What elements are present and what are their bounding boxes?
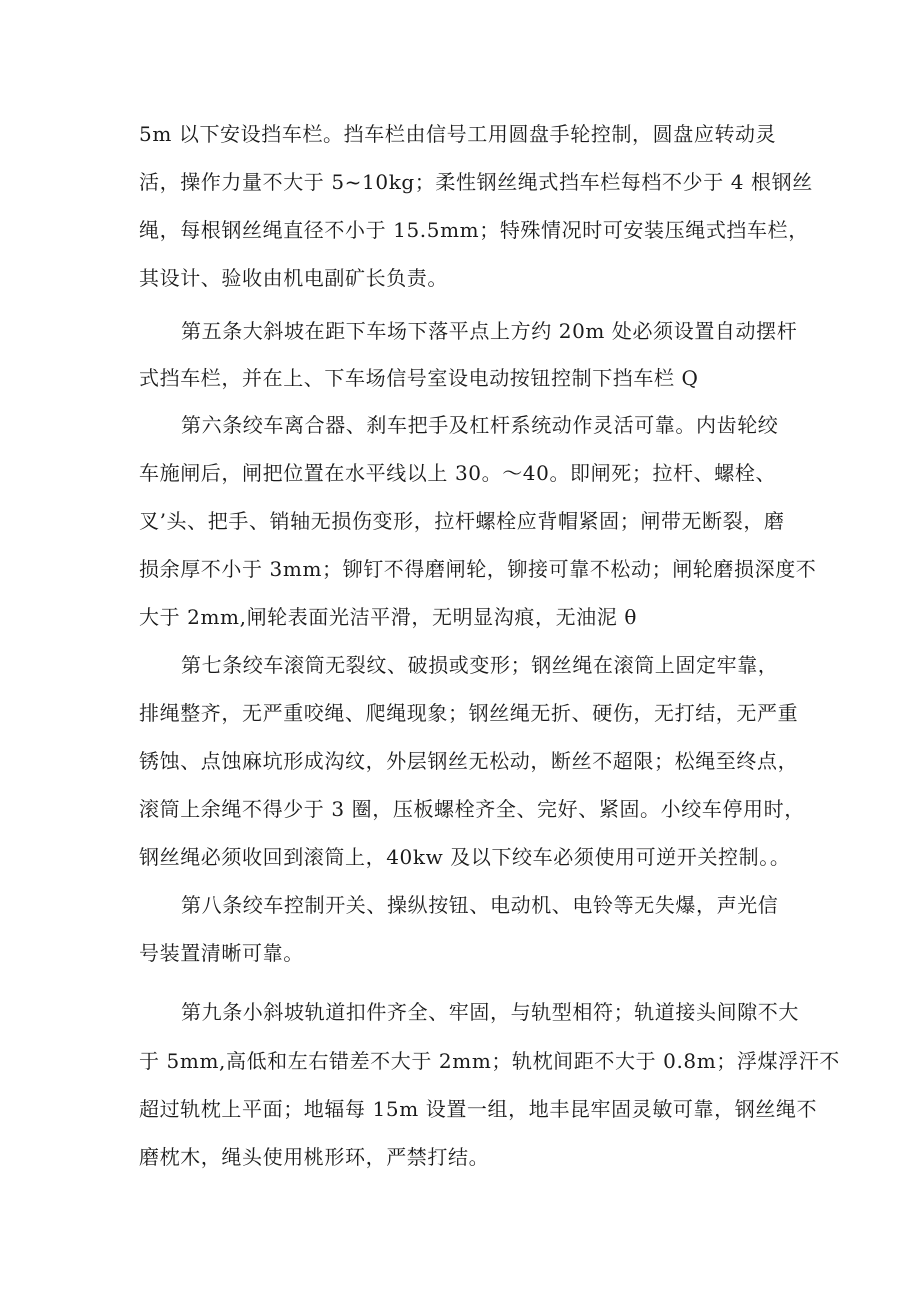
text-line: 于 5mm,高低和左右错差不大于 2mm；轨枕间距不大于 0.8m；浮煤浮汗不 (139, 1049, 840, 1073)
article-5-first-line: 第五条大斜坡在距下车场下落平点上方约 20m 处必须设置自动摆杆 (181, 319, 798, 343)
text-line: 大于 2mm,闸轮表面光洁平滑，无明显沟痕，无油泥 θ (139, 605, 637, 629)
text-line: 损余厚不小于 3mm；铆钉不得磨闸轮，铆接可靠不松动；闸轮磨损深度不 (139, 557, 817, 581)
article-7-first-line: 第七条绞车滚筒无裂纹、破损或变形；钢丝绳在滚筒上固定牢靠， (181, 653, 779, 677)
text-line: 钢丝绳必须收回到滚筒上，40kw 及以下绞车必须使用可逆开关控制。。 (139, 845, 791, 869)
text-line: 式挡车栏，并在上、下车场信号室设电动按钮控制下挡车栏 Q (139, 366, 699, 390)
text-line: 号装置清晰可靠。 (139, 941, 304, 965)
text-line: 滚筒上余绳不得少于 3 圈，压板螺栓齐全、完好、紧固。小绞车停用时， (139, 797, 805, 821)
text-line: 车施闸后，闸把位置在水平线以上 30。～40。即闸死；拉杆、螺栓、 (139, 461, 777, 485)
article-8-first-line: 第八条绞车控制开关、操纵按钮、电动机、电铃等无失爆，声光信 (181, 893, 779, 917)
text-line: 排绳整齐，无严重咬绳、爬绳现象；钢丝绳无折、硬伤，无打结，无严重 (139, 701, 799, 725)
text-line: 磨枕木，绳头使用桃形环，严禁打结。 (139, 1145, 490, 1169)
text-line: 叉’头、把手、销轴无损伤变形，拉杆螺栓应背帽紧固；闸带无断裂，磨 (139, 509, 785, 533)
text-line: 绳，每根钢丝绳直径不小于 15.5mm；特殊情况时可安装压绳式挡车栏， (139, 218, 809, 242)
text-line: 其设计、验收由机电副矿长负责。 (139, 266, 448, 290)
text-line: 超过轨枕上平面；地辐每 15m 设置一组，地丰昆牢固灵敏可靠，钢丝绳不 (139, 1097, 818, 1121)
text-line: 锈蚀、点蚀麻坑形成沟纹，外层钢丝无松动，断丝不超限；松绳至终点， (139, 749, 799, 773)
text-line: 5m 以下安设挡车栏。挡车栏由信号工用圆盘手轮控制，圆盘应转动灵 (139, 122, 777, 146)
article-6-first-line: 第六条绞车离合器、刹车把手及杠杆系统动作灵活可靠。内齿轮绞 (181, 413, 779, 437)
text-line: 活，操作力量不大于 5~10kg；柔性钢丝绳式挡车栏每档不少于 4 根钢丝 (139, 170, 813, 194)
article-9-first-line: 第九条小斜坡轨道扣件齐全、牢固，与轨型相符；轨道接头间隙不大 (181, 1000, 799, 1024)
